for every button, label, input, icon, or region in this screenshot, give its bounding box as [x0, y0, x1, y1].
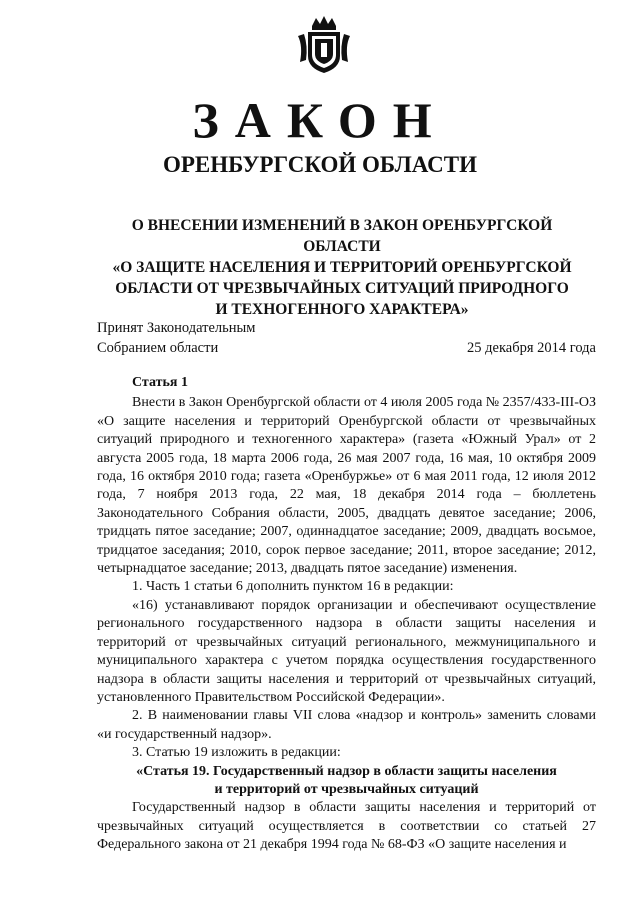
article19-heading: и территорий от чрезвычайных ситуаций: [214, 781, 479, 797]
paragraph: Внести в Закон Оренбургской области от 4 июля 2005 года № 2357/433-III-ОЗ «О защите населения и территорий Оренбургской области от чрезвычайных ситуаций природного и техногенного характера» (газета «Южный Урал» от 2 августа 2005 года, 18 марта 2006 года, 26 мая 2007 года, 16 мая, 10 октября 2009 года, 16 октября 2010 года; газета «Оренбуржье» от 6 мая 2011 года, 12 июля 2012 года, 7 ноября 2013 года, 22 мая, 18 декабря 2014 года – бюллетень Законодательного Собрания области, 2005, двадцать девятое заседание; 2006, тридцать пятое заседание; 2007, одиннадцатое заседание; 2009, двадцать восьмое, тридцатое заседания; 2010, сорок первое заседание; 2011, второе заседание; 2012, четырнадцатое заседание; 2013, двадцать пятое заседание) изменения.: [97, 395, 596, 577]
adoption-date: 25 декабря 2014 года: [467, 340, 596, 356]
paragraph: 3. Статью 19 изложить в редакции:: [132, 745, 341, 761]
article-heading: Статья 1: [132, 375, 188, 390]
region-name: ОРЕНБУРГСКОЙ ОБЛАСТИ: [162, 152, 478, 177]
paragraph: «16) устанавливают порядок организации и обеспечивают осуществление регионального государственного надзора в области защиты населения и территорий от чрезвычайных ситуаций регионального, межмуниципального и муниципального характера с учетом порядка осуществления государственного надзора в области защиты населения и территорий от чрезвычайных ситуаций, установленного Правительством Российской Федерации».: [97, 597, 596, 705]
title-line: О ВНЕСЕНИИ ИЗМЕНЕНИЙ В ЗАКОН ОРЕНБУРГСКОЙ ОБЛАСТИ: [131, 217, 553, 255]
document-type: ЗАКОН: [192, 92, 448, 148]
adoption-note: [97, 318, 255, 358]
coat-of-arms-icon: [294, 16, 354, 74]
paragraph: 1. Часть 1 статьи 6 дополнить пунктом 16 в редакции:: [132, 579, 454, 595]
title-line: «О ЗАЩИТЕ НАСЕЛЕНИЯ И ТЕРРИТОРИЙ ОРЕНБУРГСКОЙ: [112, 259, 572, 276]
adoption-line: Принят Законодательным: [97, 320, 256, 336]
paragraph: Государственный надзор в области защиты населения и территорий от чрезвычайных ситуаций осуществляется в соответствии со статьей 27 Федерального закона от 21 декабря 1994 года № 68-ФЗ «О защите населения и: [97, 800, 596, 853]
paragraph: 2. В наименовании главы VII слова «надзор и контроль» заменить словами «и государственный надзор».: [97, 708, 596, 742]
adoption-line: Собранием области: [97, 340, 219, 356]
article-body: [97, 374, 596, 855]
article19-heading: «Статья 19. Государственный надзор в области защиты населения: [136, 763, 557, 779]
title-line: ОБЛАСТИ ОТ ЧРЕЗВЫЧАЙНЫХ СИТУАЦИЙ ПРИРОДНОГО: [115, 280, 569, 297]
law-title: [92, 215, 592, 320]
title-line: И ТЕХНОГЕННОГО ХАРАКТЕРА»: [215, 301, 469, 318]
